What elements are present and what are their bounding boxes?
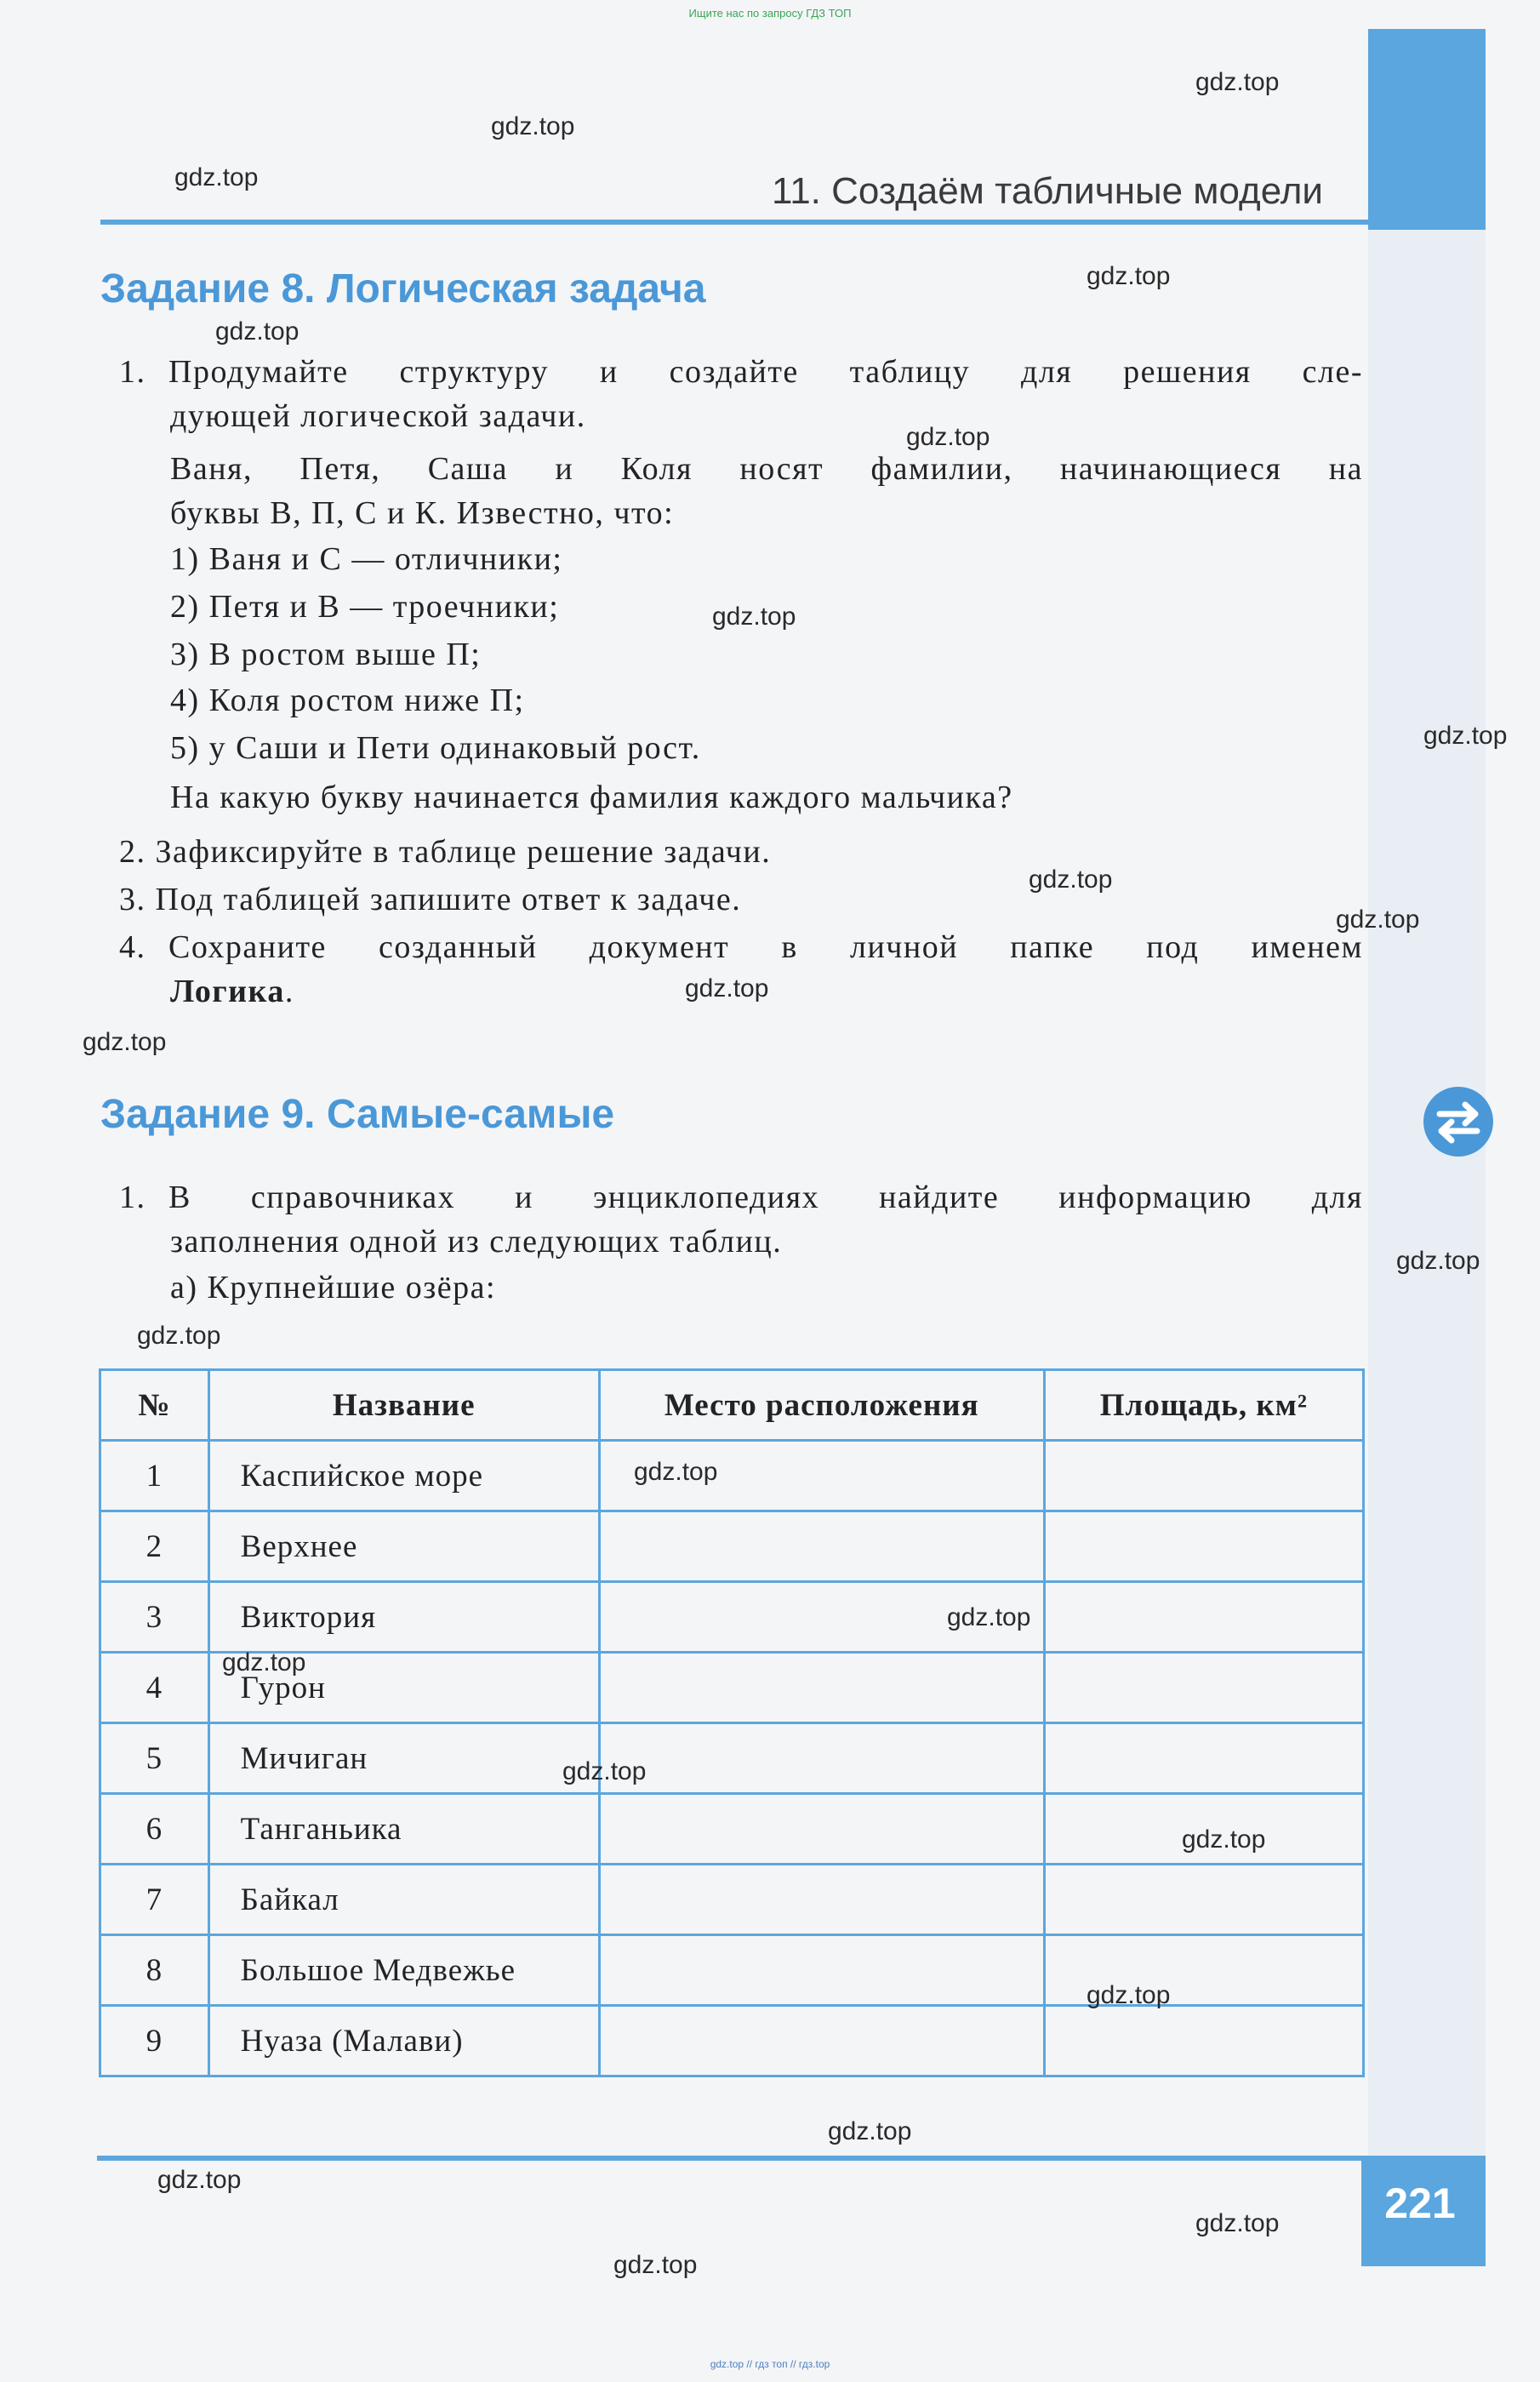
task8-item1-text: Продумайте структуру и создайте таблицу для решения сле- [168, 354, 1363, 390]
watermark: gdz.top [634, 1458, 718, 1486]
task8-item1-num: 1. [119, 354, 146, 390]
watermark: gdz.top [222, 1648, 306, 1677]
cell-name: Виктория [208, 1582, 599, 1653]
task8-item1-cont: дующей логической задачи. [170, 398, 586, 434]
task8-item4-text: Сохраните созданный документ в личной папке под именем [168, 929, 1363, 965]
task9-sub-a: а) Крупнейшие озёра: [170, 1270, 497, 1305]
table-row [100, 1935, 1364, 2006]
watermark: gdz.top [712, 603, 796, 631]
cell-name: Танганьика [208, 1794, 599, 1865]
table-row [100, 1723, 1364, 1794]
task8-fact-2: 2) Петя и В — троечники; [170, 589, 560, 625]
watermark: gdz.top [613, 2251, 698, 2279]
cell-name: Гурон [208, 1653, 599, 1723]
table-row [100, 1794, 1364, 1865]
task8-fact-3: 3) В ростом выше П; [170, 637, 482, 672]
page-number: 221 [1384, 2179, 1456, 2227]
task8-item4-name: Логика [170, 974, 285, 1009]
cell-number: 9 [100, 2006, 209, 2076]
cell-number: 3 [100, 1582, 209, 1653]
swap-arrows-icon [1423, 1086, 1494, 1157]
watermark: gdz.top [828, 2117, 912, 2145]
cell-location [599, 1865, 1044, 1935]
watermark: gdz.top [906, 423, 990, 451]
table-row [100, 1582, 1364, 1653]
watermark: gdz.top [1423, 722, 1508, 750]
watermark: gdz.top [1087, 262, 1171, 290]
cell-location [599, 1511, 1044, 1582]
cell-location [599, 1935, 1044, 2006]
table-row [100, 1865, 1364, 1935]
cell-number: 5 [100, 1723, 209, 1794]
cell-area [1044, 1511, 1363, 1582]
table-row [100, 1441, 1364, 1511]
cell-number: 8 [100, 1935, 209, 2006]
cell-name: Мичиган [208, 1723, 599, 1794]
task9-item1-num: 1. [119, 1180, 146, 1215]
task9-title: Задание 9. Самые-самые [100, 1092, 615, 1137]
footer-rule [97, 2156, 1369, 2161]
cell-area [1044, 1653, 1363, 1723]
cell-location [599, 1653, 1044, 1723]
task8-fact-1: 1) Ваня и С — отличники; [170, 541, 563, 577]
cell-location [599, 2006, 1044, 2076]
cell-number: 4 [100, 1653, 209, 1723]
cell-number: 2 [100, 1511, 209, 1582]
watermark: gdz.top [174, 163, 259, 191]
chapter-title: 11. Создаём табличные модели [771, 170, 1323, 212]
cell-name: Верхнее [208, 1511, 599, 1582]
task8-item3: 3. Под таблицей запишите ответ к задаче. [119, 882, 742, 917]
task8-fact-5: 5) у Саши и Пети одинаковый рост. [170, 730, 701, 766]
header-area: Площадь, км² [1044, 1370, 1363, 1441]
top-banner: Ищите нас по запросу ГДЗ ТОП [688, 7, 852, 20]
watermark: gdz.top [491, 112, 575, 140]
watermark: gdz.top [1195, 68, 1280, 96]
cell-number: 6 [100, 1794, 209, 1865]
cell-area [1044, 1723, 1363, 1794]
task8-fact-4: 4) Коля ростом ниже П; [170, 683, 525, 718]
table-row [100, 2006, 1364, 2076]
cell-name: Большое Медвежье [208, 1935, 599, 2006]
watermark: gdz.top [137, 1322, 221, 1350]
task9-item1 [119, 1174, 1363, 1220]
task9-item1-text: В справочниках и энциклопедиях найдите информацию для [168, 1180, 1363, 1215]
task8-title: Задание 8. Логическая задача [100, 266, 706, 311]
header-rule [100, 220, 1486, 225]
header-name: Название [208, 1370, 599, 1441]
watermark: gdz.top [215, 317, 299, 346]
cell-name: Нуаза (Малави) [208, 2006, 599, 2076]
task8-item1 [119, 349, 1363, 395]
table-header-row [100, 1370, 1364, 1441]
cell-number: 7 [100, 1865, 209, 1935]
header-number: № [100, 1370, 209, 1441]
watermark: gdz.top [83, 1028, 167, 1056]
cell-name: Каспийское море [208, 1441, 599, 1511]
cell-area [1044, 2006, 1363, 2076]
task8-cond2: буквы В, П, С и К. Известно, что: [170, 495, 675, 531]
watermark: gdz.top [947, 1603, 1031, 1631]
task8-item4-filename [170, 968, 294, 1014]
watermark: gdz.top [1087, 1981, 1171, 2009]
cell-area [1044, 1441, 1363, 1511]
watermark: gdz.top [1336, 905, 1420, 934]
watermark: gdz.top [157, 2166, 242, 2194]
header-location: Место расположения [599, 1370, 1044, 1441]
watermark: gdz.top [1029, 865, 1113, 894]
lakes-table [99, 1368, 1365, 2077]
cell-area [1044, 1865, 1363, 1935]
table-row [100, 1511, 1364, 1582]
watermark: gdz.top [562, 1757, 647, 1785]
cell-area [1044, 1582, 1363, 1653]
task8-question: На какую букву начинается фамилия каждого мальчика? [170, 780, 1013, 815]
watermark: gdz.top [1396, 1247, 1480, 1275]
task8-cond1: Ваня, Петя, Саша и Коля носят фамилии, начинающиеся на [170, 451, 1363, 487]
task8-item4-num: 4. [119, 929, 146, 965]
cell-number: 1 [100, 1441, 209, 1511]
task8-item2: 2. Зафиксируйте в таблице решение задачи. [119, 834, 772, 870]
chapter-tab [1368, 29, 1486, 230]
watermark: gdz.top [1195, 2209, 1280, 2237]
watermark: gdz.top [1182, 1825, 1266, 1854]
watermark: gdz.top [685, 974, 769, 1002]
bottom-banner: gdz.top // гдз топ // гдз.top [710, 2358, 830, 2370]
cell-name: Байкал [208, 1865, 599, 1935]
task8-item4 [119, 924, 1363, 970]
task8-item4-end: . [284, 974, 294, 1009]
cell-location [599, 1794, 1044, 1865]
task9-item1-cont: заполнения одной из следующих таблиц. [170, 1224, 783, 1260]
cell-location [599, 1723, 1044, 1794]
